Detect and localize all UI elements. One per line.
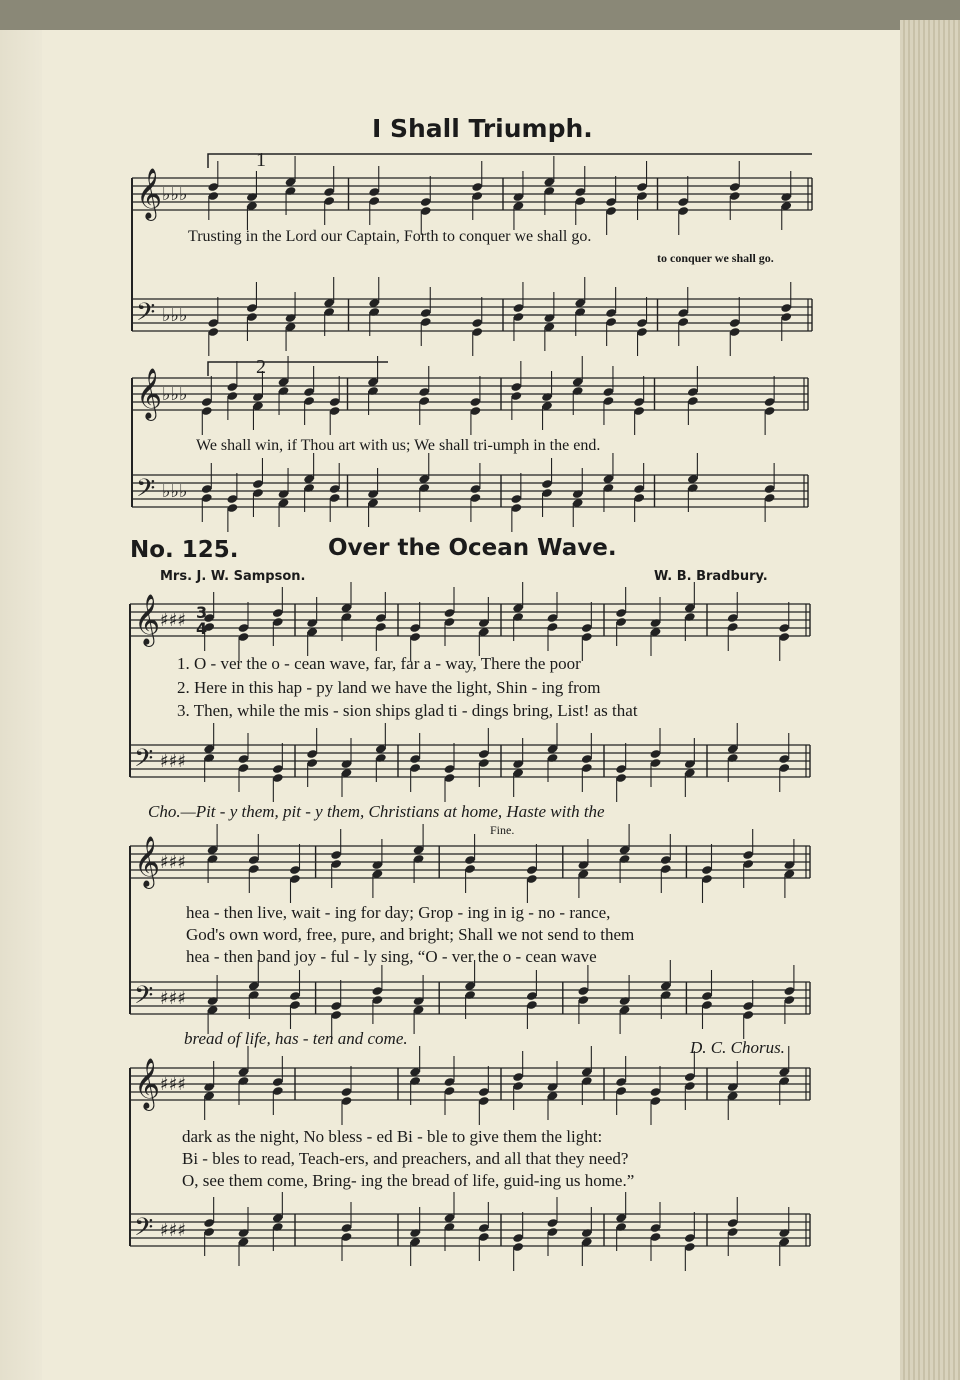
bass-clef: 𝄢 <box>136 474 156 509</box>
verse2-line-c: Bi - bles to read, Teach-ers, and preachers, and all that they need? <box>182 1149 629 1168</box>
first-ending-bracket <box>208 154 812 168</box>
verse1-line-b: hea - then live, wait - ing for day; Grop - ing in ig - no - rance, <box>186 903 611 922</box>
verse1-line-c: dark as the night, No bless - ed Bi - ble to give them the light: <box>182 1127 603 1146</box>
key-signature: ♭♭♭ <box>162 384 188 405</box>
hymn-number: No. 125. <box>130 537 239 563</box>
key-signature: ♯♯♯ <box>160 610 187 631</box>
time-signature-top: 3 <box>196 603 208 622</box>
treble-clef: 𝄞 <box>136 368 163 419</box>
bass-clef: 𝄢 <box>134 981 154 1016</box>
music-composer: W. B. Bradbury. <box>654 569 768 584</box>
treble-clef: 𝄞 <box>134 836 161 887</box>
bass-clef: 𝄢 <box>134 744 154 779</box>
verse3-line-b: hea - then band joy - ful - ly sing, “O - ver the o - cean wave <box>186 947 597 966</box>
hymn-title-over-the-ocean-wave: Over the Ocean Wave. <box>328 535 617 561</box>
verse2-line-a: 2. Here in this hap - py land we have the light, Shin - ing from <box>177 678 601 697</box>
hymn-title-i-shall-triumph: I Shall Triumph. <box>372 114 593 143</box>
dc-chorus-marking: D. C. Chorus. <box>690 1038 785 1057</box>
treble-clef: 𝄞 <box>134 594 161 645</box>
verse3-line-c: O, see them come, Bring- ing the bread of life, guid-ing us home.” <box>182 1171 635 1190</box>
verse3-line-a: 3. Then, while the mis - sion ships glad ti - dings bring, List! as that <box>177 701 638 720</box>
key-signature: ♯♯♯ <box>160 852 187 873</box>
hymn1-small-cue: to conquer we shall go. <box>657 251 774 265</box>
second-ending-number: 2 <box>256 356 266 378</box>
words-author: Mrs. J. W. Sampson. <box>160 569 306 584</box>
key-signature: ♯♯♯ <box>160 1220 187 1241</box>
key-signature: ♯♯♯ <box>160 1074 187 1095</box>
treble-clef: 𝄞 <box>134 1058 161 1109</box>
time-signature-bottom: 4 <box>196 619 208 638</box>
treble-clef: 𝄞 <box>136 168 163 219</box>
first-ending-number: 1 <box>256 149 266 171</box>
hymn1-lyric-line1: Trusting in the Lord our Captain, Forth to conquer we shall go. <box>188 228 592 245</box>
key-signature: ♭♭♭ <box>162 481 188 502</box>
bass-clef: 𝄢 <box>136 298 156 333</box>
key-signature: ♯♯♯ <box>160 751 187 772</box>
hymn1-lyric-line2: We shall win, if Thou art with us; We shall tri-umph in the end. <box>196 437 601 454</box>
chorus-line-2: bread of life, has - ten and come. <box>184 1029 408 1048</box>
second-ending-bracket <box>208 362 388 376</box>
chorus-line-1: Cho.—Pit - y them, pit - y them, Christians at home, Haste with the <box>148 802 605 821</box>
bass-clef: 𝄢 <box>134 1213 154 1248</box>
fine-marking: Fine. <box>490 823 515 837</box>
verse1-line-a: 1. O - ver the o - cean wave, far, far a - way, There the poor <box>177 654 581 673</box>
key-signature: ♯♯♯ <box>160 988 187 1009</box>
verse2-line-b: God's own word, free, pure, and bright; Shall we not send to them <box>186 925 635 944</box>
key-signature: ♭♭♭ <box>162 184 188 205</box>
key-signature: ♭♭♭ <box>162 305 188 326</box>
